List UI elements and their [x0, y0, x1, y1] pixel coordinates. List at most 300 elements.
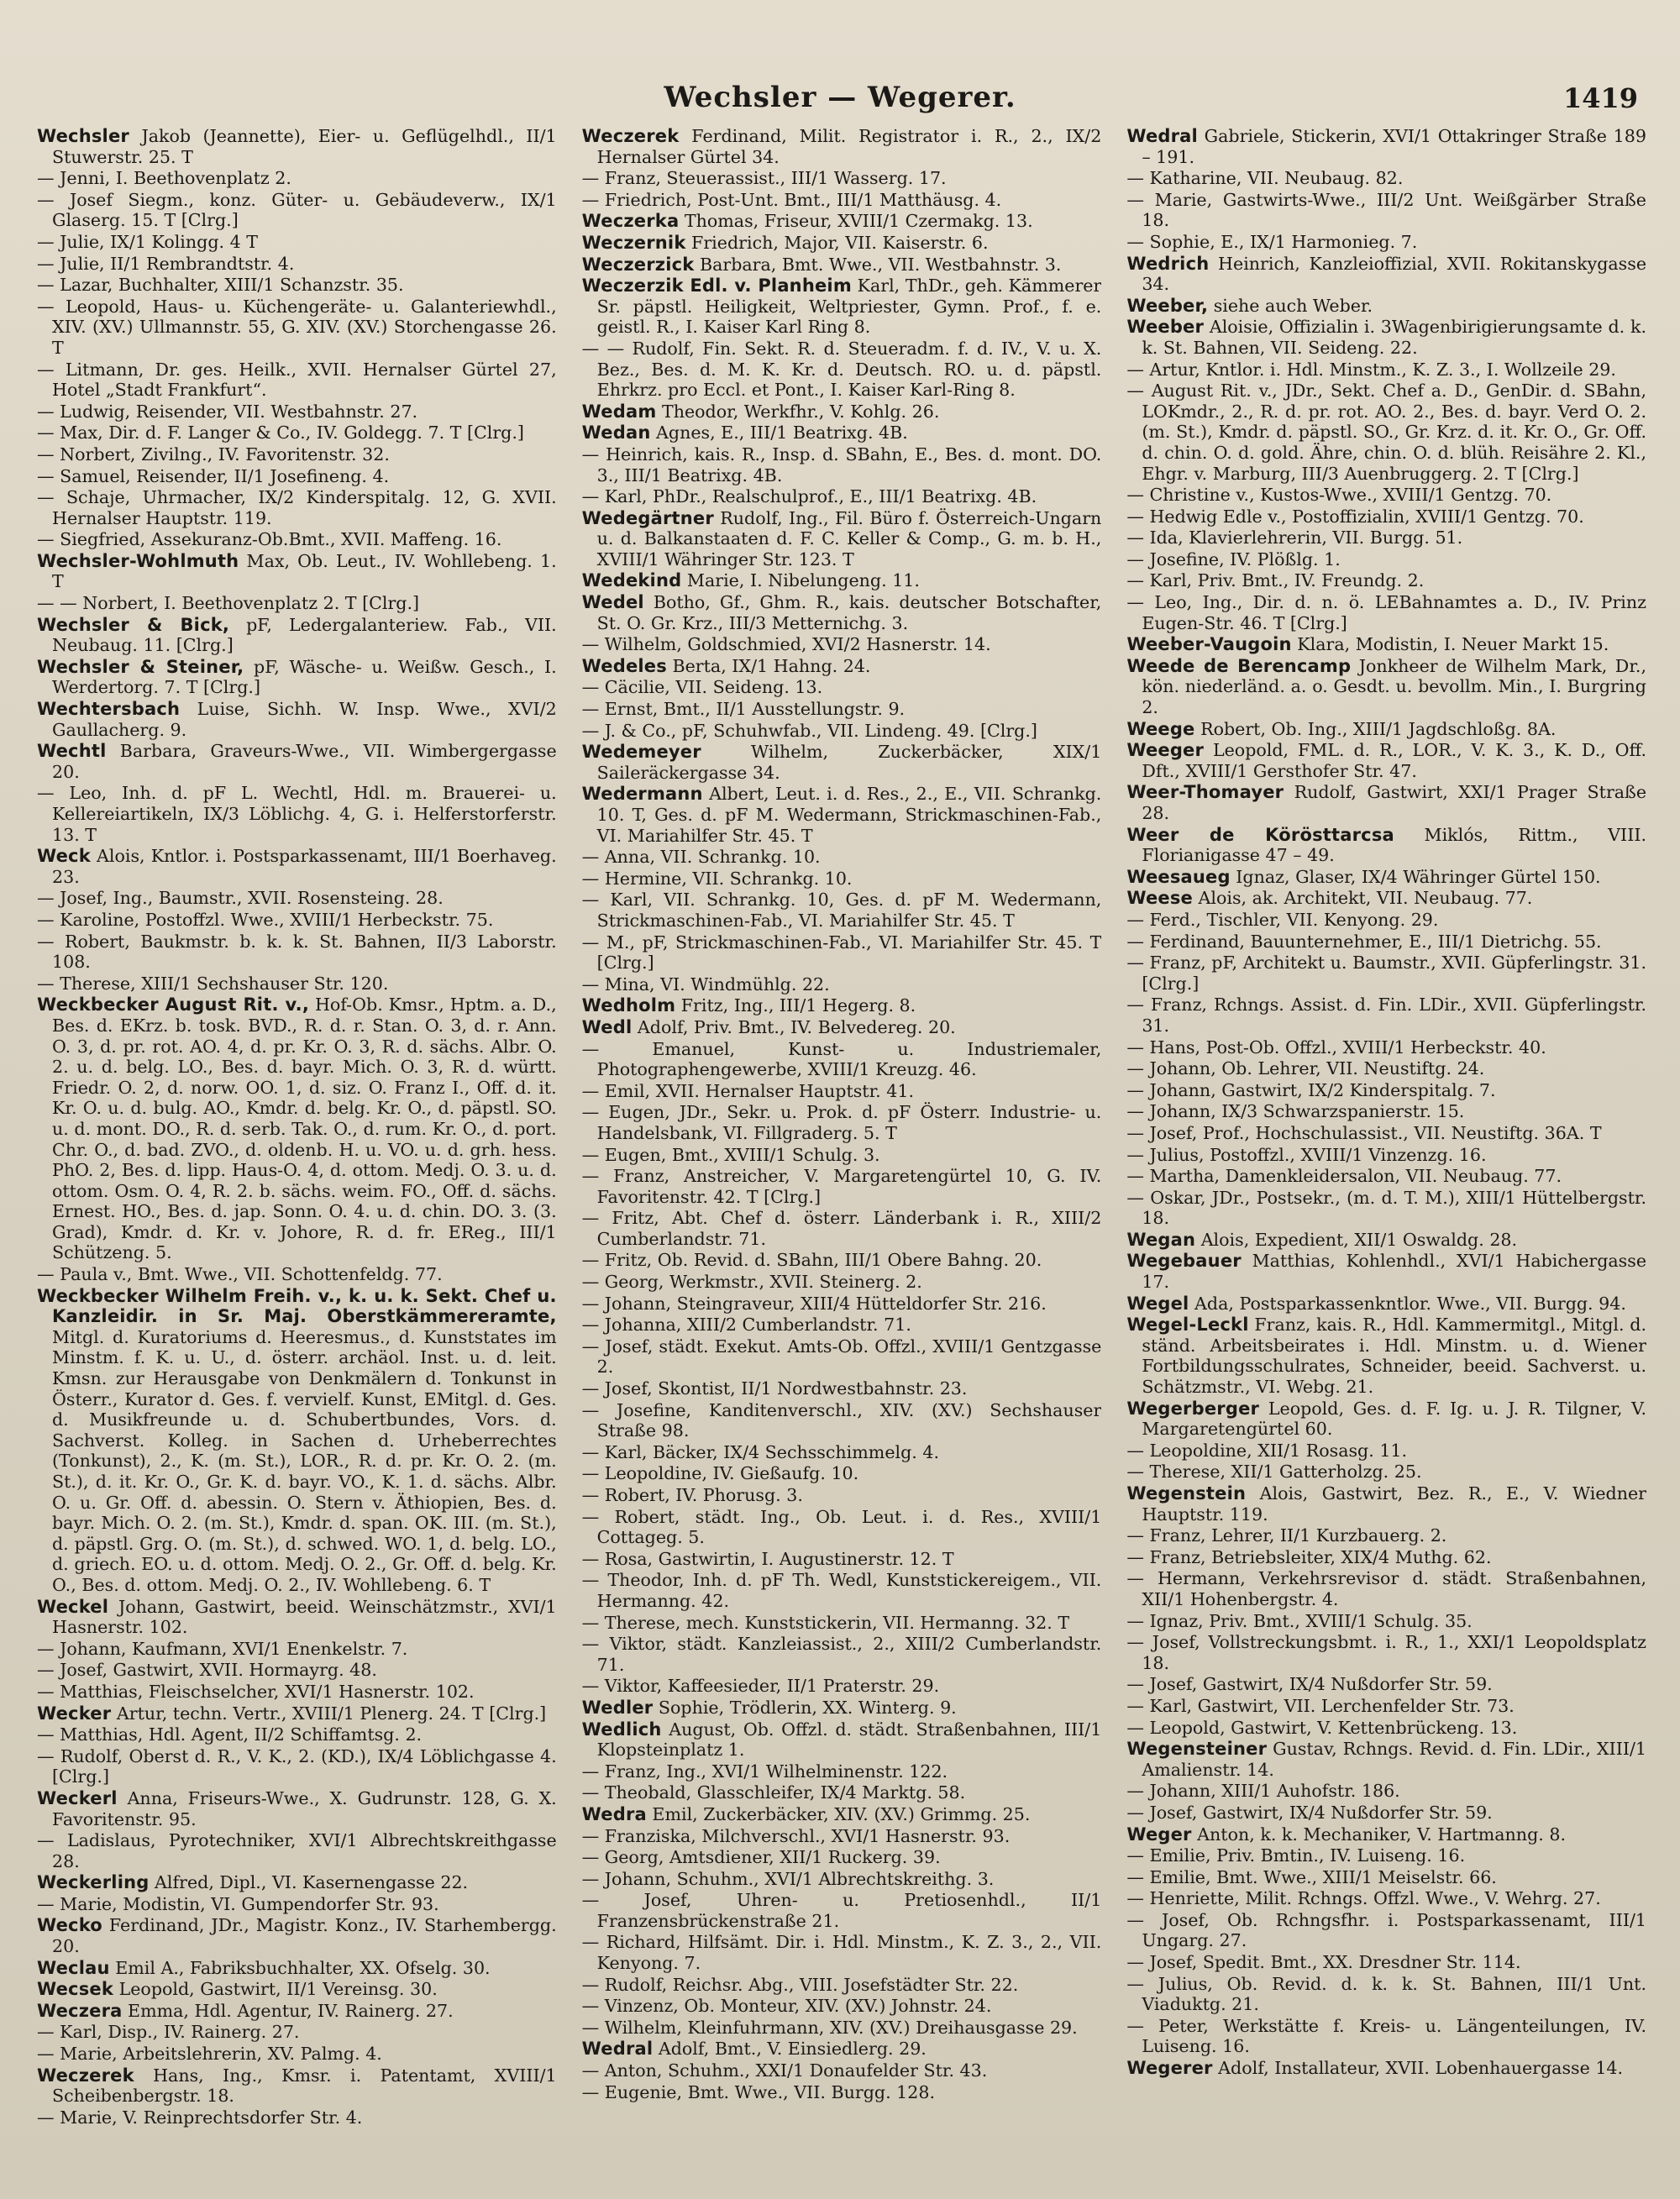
- directory-entry: [37, 232, 557, 253]
- directory-entry: [582, 1634, 1102, 1675]
- directory-entry: [37, 2065, 557, 2107]
- entry-text: — Martha, Damenkleidersalon, VII. Neubaug. 77.: [1126, 1166, 1562, 1187]
- directory-entry: [582, 1549, 1102, 1570]
- entry-surname: Weeber-Vaugoin: [1126, 634, 1292, 655]
- entry-text: — Marie, V. Reinprechtsdorfer Str. 4.: [37, 2107, 363, 2128]
- entry-text: Aloisie, Offizialin i. 3Wagenbirigierungsamte d. k. k. St. Bahnen, VII. Seideng. 22.: [1142, 317, 1646, 358]
- entry-text: Barbara, Graveurs-Wwe., VII. Wimbergergasse 20.: [52, 741, 557, 782]
- directory-columns: [37, 126, 1646, 2165]
- entry-text: — Peter, Werkstätte f. Kreis- u. Längenteilungen, IV. Luiseng. 16.: [1126, 2015, 1646, 2057]
- entry-text: — Oskar, JDr., Postsekr., (m. d. T. M.), XIII/1 Hüttelbergstr. 18.: [1126, 1187, 1646, 1229]
- directory-entry: [37, 1682, 557, 1703]
- directory-entry: [582, 677, 1102, 698]
- entry-text: Karl, ThDr., geh. Kämmerer Sr. päpstl. Heiligkeit, Weltpriester, Gymn. Prof., f. e. geistl. R., I. Kaiser Karl Ring 8.: [596, 276, 1102, 338]
- directory-entry: [1126, 1166, 1646, 1187]
- entry-text: — Wilhelm, Goldschmied, XVI/2 Hasnerstr. 14.: [581, 634, 991, 655]
- directory-entry: [582, 126, 1102, 167]
- directory-entry: [582, 339, 1102, 401]
- directory-entry: [582, 2018, 1102, 2039]
- entry-text: — Ferd., Tischler, VII. Kenyong. 29.: [1126, 909, 1439, 930]
- directory-entry: [1126, 1674, 1646, 1695]
- directory-entry: [37, 444, 557, 465]
- directory-entry: [1126, 1462, 1646, 1483]
- directory-entry: [37, 1660, 557, 1681]
- directory-entry: [1126, 1867, 1646, 1888]
- entry-text: — Sophie, E., IX/1 Harmonieg. 7.: [1126, 231, 1418, 252]
- entry-surname: Weckerl: [37, 1787, 118, 1808]
- entry-text: — Karl, Disp., IV. Rainerg. 27.: [37, 2022, 300, 2043]
- entry-text: — Artur, Kntlor. i. Hdl. Minstm., K. Z. 3., I. Wollzeile 29.: [1126, 359, 1616, 380]
- directory-entry: [582, 233, 1102, 254]
- directory-entry: [582, 1507, 1102, 1548]
- directory-entry: [1126, 1888, 1646, 1909]
- directory-entry: [37, 297, 557, 359]
- entry-text: — Robert, Baukmstr. b. k. k. St. Bahnen, II/3 Laborstr. 108.: [37, 931, 557, 973]
- directory-entry: [37, 2001, 557, 2022]
- entry-text: Barbara, Bmt. Wwe., VII. Westbahnstr. 3.: [699, 254, 1062, 275]
- entry-text: — Hans, Post-Ob. Offzl., XVIII/1 Herbeckstr. 40.: [1126, 1037, 1546, 1058]
- directory-entry: [37, 2022, 557, 2043]
- entry-text: Alois, Kntlor. i. Postsparkassenamt, III/1 Boerhaveg. 23.: [52, 846, 557, 887]
- directory-entry: [582, 1039, 1102, 1080]
- directory-entry: [37, 1979, 557, 2000]
- entry-surname: Wedeles: [581, 655, 667, 676]
- directory-entry: [1126, 1611, 1646, 1632]
- entry-text: — Johann, Gastwirt, IX/2 Kinderspitalg. 7.: [1126, 1079, 1496, 1100]
- column-left: [37, 126, 557, 2165]
- entry-text: — Hermine, VII. Schrankg. 10.: [581, 868, 853, 889]
- entry-text: — Viktor, städt. Kanzleiassist., 2., XIII/2 Cumberlandstr. 71.: [581, 1634, 1102, 1675]
- entry-text: — Marie, Arbeitslehrerin, XV. Palmg. 4.: [37, 2044, 382, 2065]
- directory-entry: [1126, 296, 1646, 317]
- entry-surname: Wedral: [581, 2039, 654, 2060]
- directory-entry: [582, 1378, 1102, 1399]
- directory-entry: [1126, 1441, 1646, 1462]
- directory-entry: [582, 1294, 1102, 1315]
- entry-text: — Karoline, Postoffzl. Wwe., XVIII/1 Herbeckstr. 75.: [37, 909, 494, 930]
- entry-text: Heinrich, Kanzleioffizial, XVII. Rokitanskygasse 34.: [1142, 253, 1646, 295]
- directory-entry: [37, 126, 557, 167]
- directory-entry: [1126, 1101, 1646, 1122]
- directory-entry: [37, 593, 557, 614]
- entry-text: — Anton, Schuhm., XXI/1 Donaufelder Str. 43.: [581, 2060, 988, 2081]
- entry-text: — Eugen, Bmt., XVIII/1 Schulg. 3.: [581, 1144, 880, 1165]
- entry-text: siehe auch Weber.: [1213, 295, 1373, 316]
- entry-text: — — Rudolf, Fin. Sekt. R. d. Steueradm. f. d. IV., V. u. X. Bez., Bes. d. M. K. Kr. d. Deutsch. RO. u. d. päpstl. Ehrkrz. pro Eccl. et Pont., I. Kaiser Karl-Ring 8.: [581, 338, 1102, 401]
- entry-surname: Wechsler & Bick,: [37, 614, 230, 635]
- entry-text: Theodor, Werkfhr., V. Kohlg. 26.: [661, 401, 940, 422]
- entry-surname: Wedl: [581, 1016, 633, 1037]
- entry-text: Gustav, Rchngs. Revid. d. Fin. LDir., XIII/1 Amalienstr. 14.: [1142, 1739, 1646, 1780]
- directory-entry: [582, 168, 1102, 189]
- directory-entry: [37, 529, 557, 550]
- directory-entry: [1126, 1974, 1646, 2015]
- directory-entry: [37, 699, 557, 740]
- directory-entry: [1126, 527, 1646, 548]
- entry-text: — Robert, städt. Ing., Ob. Leut. i. d. Res., XVIII/1 Cottageg. 5.: [581, 1506, 1102, 1548]
- directory-entry: [1126, 1188, 1646, 1229]
- directory-entry: [37, 1746, 557, 1787]
- entry-text: Johann, Gastwirt, beeid. Weinschätzmstr., XVI/1 Hasnerstr. 102.: [52, 1596, 557, 1638]
- entry-text: — Jenni, I. Beethovenplatz 2.: [37, 168, 291, 189]
- entry-text: — Mina, VI. Windmühlg. 22.: [581, 974, 830, 995]
- directory-entry: [1126, 656, 1646, 718]
- entry-text: — Rudolf, Reichsr. Abg., VIII. Josefstädter Str. 22.: [581, 1974, 1019, 1995]
- entry-text: — Samuel, Reisender, II/1 Josefineng. 4.: [37, 465, 390, 486]
- directory-entry: [582, 1208, 1102, 1249]
- directory-entry: [1126, 953, 1646, 994]
- entry-text: — Leopold, Haus- u. Küchengeräte- u. Galanteriewhdl., XIV. (XV.) Ullmannstr. 55, G. XIV. (XV.) Storchengasse 26. T: [37, 296, 557, 358]
- entry-text: — Rudolf, Oberst d. R., V. K., 2. (KD.), IX/4 Löblichgasse 4. [Clrg.]: [37, 1745, 557, 1787]
- entry-surname: Wedan: [581, 422, 651, 443]
- entry-text: Leopold, Ges. d. F. Ig. u. J. R. Tilgner, V. Margaretengürtel 60.: [1142, 1398, 1646, 1440]
- entry-text: — Lazar, Buchhalter, XIII/1 Schanzstr. 35.: [37, 275, 404, 296]
- entry-text: — Christine v., Kustos-Wwe., XVIII/1 Gentzg. 70.: [1126, 485, 1552, 506]
- entry-text: — Katharine, VII. Neubaug. 82.: [1126, 168, 1404, 189]
- entry-text: Alfred, Dipl., VI. Kasernengasse 22.: [155, 1872, 469, 1893]
- entry-text: — Emilie, Priv. Bmtin., IV. Luiseng. 16.: [1126, 1845, 1466, 1866]
- directory-entry: [37, 2044, 557, 2065]
- entry-text: — Karl, VII. Schrankg. 10, Ges. d. pF M. Wedermann, Strickmaschinen-Fab., VI. Mariahilfer Str. 45. T: [581, 890, 1102, 931]
- entry-surname: Weczerek: [37, 2065, 134, 2086]
- entry-surname: Weckel: [37, 1596, 109, 1617]
- entry-text: — Rosa, Gastwirtin, I. Augustinerstr. 12. T: [581, 1548, 954, 1569]
- column-right: [1126, 126, 1646, 2165]
- directory-entry: [1126, 867, 1646, 888]
- directory-entry: [37, 1639, 557, 1660]
- directory-entry: [1126, 1824, 1646, 1845]
- entry-text: Fritz, Ing., III/1 Hegerg. 8.: [680, 995, 916, 1016]
- directory-entry: [37, 888, 557, 909]
- entry-text: Alois, Gastwirt, Bez. R., E., V. Wiedner Hauptstr. 119.: [1142, 1483, 1646, 1525]
- directory-entry: [37, 551, 557, 592]
- directory-entry: [1126, 2058, 1646, 2079]
- entry-text: Ignaz, Glaser, IX/4 Währinger Gürtel 150.: [1236, 866, 1601, 887]
- entry-text: Leopold, Gastwirt, II/1 Vereinsg. 30.: [118, 1979, 438, 2000]
- entry-text: — Therese, XII/1 Gatterholzg. 25.: [1126, 1462, 1422, 1483]
- directory-entry: [582, 1315, 1102, 1336]
- directory-entry: [582, 995, 1102, 1016]
- entry-surname: Weczerek: [581, 126, 680, 146]
- entry-text: Luise, Sichh. W. Insp. Wwe., XVI/2 Gaullacherg. 9.: [52, 699, 557, 740]
- directory-entry: [1126, 888, 1646, 909]
- entry-surname: Wegerer: [1126, 2058, 1213, 2079]
- directory-entry: [582, 1081, 1102, 1102]
- entry-text: — Franz, Anstreicher, V. Margaretengürtel 10, G. IV. Favoritenstr. 42. T [Clrg.]: [581, 1166, 1102, 1207]
- entry-text: pF, Wäsche- u. Weißw. Gesch., I. Werdertorg. 7. T [Clrg.]: [52, 656, 557, 698]
- entry-text: Ada, Postsparkassenkntlor. Wwe., VII. Burgg. 94.: [1194, 1293, 1626, 1314]
- directory-entry: [37, 615, 557, 656]
- directory-entry: [37, 1872, 557, 1893]
- entry-text: — Robert, IV. Phorusg. 3.: [581, 1485, 803, 1505]
- entry-surname: Wedam: [581, 401, 657, 422]
- directory-entry: [1126, 1483, 1646, 1525]
- directory-entry: [582, 1613, 1102, 1634]
- entry-text: Jakob (Jeannette), Eier- u. Geflügelhdl., II/1 Stuwerstr. 25. T: [52, 126, 557, 167]
- directory-entry: [582, 1166, 1102, 1207]
- entry-surname: Wecko: [37, 1915, 102, 1936]
- entry-text: — Johann, IX/3 Schwarzspanierstr. 15.: [1126, 1101, 1465, 1122]
- entry-surname: Wegel-Leckl: [1126, 1315, 1249, 1336]
- directory-entry: [582, 276, 1102, 338]
- entry-text: — Marie, Modistin, VI. Gumpendorfer Str. 93.: [37, 1893, 439, 1914]
- entry-surname: Weger: [1126, 1824, 1192, 1845]
- entry-text: Adolf, Bmt., V. Einsiedlerg. 29.: [658, 2039, 927, 2060]
- entry-text: Hans, Ing., Kmsr. i. Patentamt, XVIII/1 Scheibenbergstr. 18.: [52, 2065, 557, 2107]
- directory-entry: [582, 721, 1102, 742]
- entry-surname: Wegan: [1126, 1229, 1196, 1250]
- entry-surname: Weckerling: [37, 1872, 150, 1893]
- entry-text: — Josef, städt. Exekut. Amts-Ob. Offzl., XVIII/1 Gentzgasse 2.: [581, 1336, 1102, 1378]
- directory-entry: [1126, 1952, 1646, 1973]
- entry-text: Emil, Zuckerbäcker, XIV. (XV.) Grimmg. 25.: [652, 1803, 1031, 1824]
- entry-text: — Norbert, Zivilng., IV. Favoritenstr. 32.: [37, 443, 390, 464]
- directory-entry: [1126, 1294, 1646, 1315]
- entry-text: — Josef, Skontist, II/1 Nordwestbahnstr. 23.: [581, 1378, 968, 1399]
- directory-entry: [37, 401, 557, 422]
- directory-entry: [1126, 1739, 1646, 1780]
- page-number: 1419: [1562, 82, 1638, 114]
- entry-text: — M., pF, Strickmaschinen-Fab., VI. Mariahilfer Str. 45. T [Clrg.]: [581, 932, 1102, 974]
- entry-surname: Weczerzick: [581, 254, 695, 275]
- entry-surname: Wedler: [581, 1697, 654, 1718]
- directory-entry: [582, 1761, 1102, 1782]
- directory-entry: [582, 2060, 1102, 2081]
- entry-text: — J. & Co., pF, Schuhwfab., VII. Lindeng. 49. [Clrg.]: [581, 720, 1037, 741]
- entry-text: — Siegfried, Assekuranz-Ob.Bmt., XVII. Maffeng. 16.: [37, 529, 502, 550]
- directory-entry: [37, 360, 557, 401]
- directory-entry: [582, 656, 1102, 677]
- entry-text: Alois, ak. Architekt, VII. Neubaug. 77.: [1198, 888, 1533, 909]
- page-header: [37, 81, 1643, 114]
- entry-text: — Emanuel, Kunst- u. Industriemaler, Photographengewerbe, XVIII/1 Kreuzg. 46.: [581, 1038, 1102, 1080]
- entry-text: — Henriette, Milit. Rchngs. Offzl. Wwe., V. Wehrg. 27.: [1126, 1888, 1601, 1909]
- entry-text: Rudolf, Ing., Fil. Büro f. Österreich-Ungarn u. d. Balkanstaaten d. F. C. Keller & Comp., G. m. b. H., XVIII/1 Währinger Str. 123. T: [596, 507, 1102, 569]
- entry-text: — Josef, Gastwirt, IX/4 Nußdorfer Str. 59.: [1126, 1802, 1493, 1823]
- directory-entry: [582, 1890, 1102, 1931]
- directory-entry: [582, 1676, 1102, 1697]
- entry-surname: Wedra: [581, 1803, 647, 1824]
- directory-entry: [1126, 506, 1646, 527]
- entry-text: Anna, Friseurs-Wwe., X. Gudrunstr. 128, G. X. Favoritenstr. 95.: [52, 1787, 557, 1829]
- entry-text: Leopold, FML. d. R., LOR., V. K. 3., K. D., Off. Dft., XVIII/1 Gersthofer Str. 47.: [1142, 740, 1646, 781]
- directory-entry: [37, 1724, 557, 1745]
- directory-entry: [37, 974, 557, 995]
- entry-surname: Wedemeyer: [581, 742, 701, 763]
- directory-entry: [1126, 592, 1646, 633]
- directory-entry: [582, 1804, 1102, 1825]
- entry-text: — Johann, Schuhm., XVI/1 Albrechtskreithg. 3.: [581, 1868, 995, 1889]
- directory-entry: [582, 211, 1102, 232]
- directory-entry: [1126, 1547, 1646, 1568]
- entry-text: — Josef, Gastwirt, IX/4 Nußdorfer Str. 59.: [1126, 1674, 1493, 1695]
- directory-entry: [582, 401, 1102, 422]
- entry-text: — August Rit. v., JDr., Sekt. Chef a. D., GenDir. d. SBahn, LOKmdr., 2., R. d. pr. rot. AO. 2., Bes. d. bayr. Verd O. 2. (m. St.), Kmdr. d. päpstl. SO., Gr. Krz. d. it. Kr. O., Gr. Off. d. chin. O. d. gold. Ähre, chin. O. d. blüh. Reisähre 2. Kl., Ehgr. v. Marburg, III/3 Auenbruggerg. 2. T [Clrg.]: [1126, 380, 1646, 484]
- directory-entry: [37, 1703, 557, 1724]
- directory-entry: [582, 1485, 1102, 1506]
- entry-surname: Wecsek: [37, 1979, 114, 2000]
- entry-text: — Richard, Hilfsämt. Dir. i. Hdl. Minstm., K. Z. 3., 2., VII. Kenyong. 7.: [581, 1932, 1102, 1974]
- entry-text: — Josef Siegm., konz. Güter- u. Gebäudeverw., IX/1 Glaserg. 15. T [Clrg.]: [37, 189, 557, 231]
- directory-entry: [582, 1400, 1102, 1441]
- directory-entry: [582, 570, 1102, 591]
- entry-text: — Matthias, Fleischselcher, XVI/1 Hasnerstr. 102.: [37, 1681, 475, 1702]
- entry-text: — Franz, Rchngs. Assist. d. Fin. LDir., XVII. Güpferlingstr. 31.: [1126, 995, 1646, 1036]
- directory-entry: [582, 1250, 1102, 1271]
- entry-surname: Weeger: [1126, 740, 1205, 761]
- entry-text: — Josef, Gastwirt, XVII. Hormayrg. 48.: [37, 1660, 377, 1681]
- entry-text: August, Ob. Offzl. d. städt. Straßenbahnen, III/1 Klopsteinplatz 1.: [596, 1719, 1102, 1761]
- directory-entry: [582, 1847, 1102, 1868]
- directory-entry: [1126, 910, 1646, 931]
- entry-text: Ferdinand, Milit. Registrator i. R., 2., IX/2 Hernalser Gürtel 34.: [596, 126, 1102, 167]
- entry-text: Jonkheer de Wilhelm Mark, Dr., kön. niederländ. a. o. Gesdt. u. bevollm. Min., I. Burgring 2.: [1142, 655, 1646, 718]
- entry-surname: Wechtl: [37, 741, 107, 762]
- entry-surname: Weckbecker August Rit. v.,: [37, 995, 310, 1016]
- directory-entry: [37, 846, 557, 887]
- entry-text: Gabriele, Stickerin, XVI/1 Ottakringer Straße 189 – 191.: [1142, 126, 1646, 167]
- entry-text: — Friedrich, Post-Unt. Bmt., III/1 Matthäusg. 4.: [581, 189, 1002, 210]
- directory-entry: [582, 255, 1102, 276]
- directory-entry: [1126, 1696, 1646, 1717]
- entry-text: — Karl, PhDr., Realschulprof., E., III/1 Beatrixg. 4B.: [581, 486, 1037, 507]
- directory-entry: [37, 995, 557, 1263]
- directory-entry: [37, 275, 557, 296]
- directory-entry: [1126, 1058, 1646, 1079]
- entry-text: Thomas, Friseur, XVIII/1 Czermakg. 13.: [684, 211, 1033, 232]
- entry-text: — Leopoldine, IV. Gießaufg. 10.: [581, 1463, 859, 1484]
- entry-text: — Ignaz, Priv. Bmt., XVIII/1 Schulg. 35.: [1126, 1610, 1473, 1631]
- directory-entry: [37, 487, 557, 528]
- directory-entry: [582, 742, 1102, 783]
- entry-text: — Julius, Postoffzl., XVIII/1 Vinzenzg. 16.: [1126, 1144, 1487, 1165]
- directory-entry: [1126, 1251, 1646, 1292]
- entry-text: — Ernst, Bmt., II/1 Ausstellungstr. 9.: [581, 699, 906, 720]
- entry-text: Sophie, Trödlerin, XX. Winterg. 9.: [658, 1697, 957, 1718]
- entry-text: — Franz, Ing., XVI/1 Wilhelminenstr. 122.: [581, 1761, 948, 1782]
- directory-entry: [37, 254, 557, 275]
- entry-text: Hof-Ob. Kmsr., Hptm. a. D., Bes. d. EKrz. b. tosk. BVD., R. d. r. Stan. O. 3, d. r. Ann. O. 3, d. pr. rot. AO. 4, d. pr. Kr. O. 3, R. d. sächs. Albr. O. 2. u. d. belg. LO., Bes. d. bayr. Mich. O. 3, R. d. württ. Friedr. O. 2, d. norw. OO. 1, d. siz. O. Franz I., Off. d. it. Kr. O. u. d. bulg. AO., Kmdr. d. belg. Kr. O., d. päpstl. SO. u. d. mont. DO., R. d. serb. Tak. O., d. rum. Kr. O., d. port. Chr. O., d. bad. ZVO., d. oldenb. H. u. VO. u. d. grh. hess. PhO. 2, Bes. d. lipp. Haus-O. 4, d. ottom. Medj. O. 3. u. d. ottom. Osm. O. 4, R. 2. b. sächs. weim. FO., Off. d. sächs. Ernest. HO., Bes. d. jap. Sonn. O. 4. u. d. chin. DO. 3. (3. Grad), Kmdr. d. Kr. v. Johore, R. d. fr. EReg., III/1 Schützeng. 5.: [52, 995, 557, 1263]
- entry-surname: Weczernik: [581, 232, 686, 253]
- entry-surname: Weer de Körösttarcsa: [1126, 824, 1394, 845]
- directory-entry: [1126, 190, 1646, 231]
- entry-text: — Heinrich, kais. R., Insp. d. SBahn, E., Bes. d. mont. DO. 3., III/1 Beatrixg. 4B.: [581, 443, 1102, 485]
- entry-text: — Julie, IX/1 Kolingg. 4 T: [37, 231, 259, 252]
- entry-text: — Josef, Ing., Baumstr., XVII. Rosensteing. 28.: [37, 888, 444, 909]
- directory-entry: [582, 1698, 1102, 1719]
- directory-entry: [582, 932, 1102, 974]
- directory-entry: [1126, 1399, 1646, 1440]
- entry-text: — Karl, Priv. Bmt., IV. Freundg. 2.: [1126, 570, 1425, 591]
- entry-text: — Therese, mech. Kunststickerin, VII. Hermanng. 32. T: [581, 1612, 1070, 1633]
- entry-surname: Wegebauer: [1126, 1251, 1242, 1272]
- directory-entry: [582, 1996, 1102, 2017]
- directory-entry: [1126, 1080, 1646, 1101]
- directory-entry: [1126, 317, 1646, 358]
- entry-text: Matthias, Kohlenhdl., XVI/1 Habichergasse 17.: [1142, 1251, 1646, 1293]
- entry-text: — Julius, Ob. Revid. d. k. k. St. Bahnen, III/1 Unt. Viaduktg. 21.: [1126, 1973, 1646, 2015]
- entry-text: — Matthias, Hdl. Agent, II/2 Schiffamtsg. 2.: [37, 1724, 423, 1745]
- entry-surname: Wedermann: [581, 784, 703, 805]
- entry-text: — Ferdinand, Bauunternehmer, E., III/1 Dietrichg. 55.: [1126, 931, 1602, 952]
- directory-entry: [1126, 1845, 1646, 1866]
- directory-entry: [37, 657, 557, 698]
- entry-text: — Eugen, JDr., Sekr. u. Prok. d. pF Österr. Industrie- u. Handelsbank, VI. Fillgraderg. 5. T: [581, 1102, 1102, 1143]
- entry-surname: Wegenstein: [1126, 1483, 1247, 1504]
- page-title: Wechsler — Wegerer.: [664, 81, 1016, 114]
- directory-entry: [582, 974, 1102, 995]
- entry-text: — Josef, Ob. Rchngsfhr. i. Postsparkassenamt, III/1 Ungarg. 27.: [1126, 1909, 1646, 1951]
- directory-entry: [37, 1788, 557, 1829]
- entry-text: — Ludwig, Reisender, VII. Westbahnstr. 27.: [37, 401, 418, 422]
- directory-entry: [1126, 825, 1646, 866]
- directory-entry: [1126, 1145, 1646, 1166]
- entry-text: — Karl, Gastwirt, VII. Lerchenfelder Str. 73.: [1126, 1695, 1515, 1716]
- directory-entry: [1126, 719, 1646, 740]
- directory-entry: [582, 2082, 1102, 2103]
- directory-entry: [1126, 1568, 1646, 1609]
- directory-entry: [1126, 549, 1646, 570]
- entry-text: Wilhelm, Zuckerbäcker, XIX/1 Saileräckergasse 34.: [596, 742, 1102, 783]
- entry-surname: Wedel: [581, 592, 644, 613]
- directory-entry: [1126, 168, 1646, 189]
- entry-text: — Wilhelm, Kleinfuhrmann, XIV. (XV.) Dreihausgasse 29.: [581, 2017, 1078, 2038]
- entry-text: — Franz, Steuerassist., III/1 Wasserg. 17.: [581, 168, 947, 189]
- directory-entry: [1126, 232, 1646, 253]
- directory-entry: [582, 699, 1102, 720]
- entry-text: — Vinzenz, Ob. Monteur, XIV. (XV.) Johnstr. 24.: [581, 1996, 992, 2017]
- entry-surname: Wedrich: [1126, 253, 1210, 274]
- directory-entry: [1126, 995, 1646, 1036]
- directory-entry: [37, 910, 557, 931]
- directory-entry: [37, 466, 557, 487]
- entry-text: Albert, Leut. i. d. Res., 2., E., VII. Schrankg. 10. T, Ges. d. pF M. Wedermann, Strickmaschinen-Fab., VI. Mariahilfer Str. 45. T: [596, 784, 1102, 846]
- directory-entry: [582, 1145, 1102, 1166]
- entry-surname: Weczera: [37, 2000, 123, 2021]
- directory-entry: [1126, 1315, 1646, 1397]
- directory-entry: [1126, 485, 1646, 506]
- directory-entry: [582, 592, 1102, 633]
- entry-text: — Fritz, Abt. Chef d. österr. Länderbank i. R., XIII/2 Cumberlandstr. 71.: [581, 1208, 1102, 1249]
- entry-surname: Weese: [1126, 888, 1193, 909]
- directory-entry: [582, 1869, 1102, 1890]
- entry-text: Emil A., Fabriksbuchhalter, XX. Ofselg. 30.: [115, 1957, 491, 1978]
- entry-text: — Emilie, Bmt. Wwe., XIII/1 Meiselstr. 66.: [1126, 1866, 1497, 1887]
- entry-surname: Wechsler-Wohlmuth: [37, 550, 239, 571]
- directory-entry: [1126, 1718, 1646, 1739]
- entry-text: — Johann, Kaufmann, XVI/1 Enenkelstr. 7.: [37, 1638, 408, 1659]
- directory-entry: [37, 1286, 557, 1596]
- directory-entry: [37, 190, 557, 231]
- directory-entry: [37, 1958, 557, 1979]
- entry-surname: Wechsler: [37, 126, 129, 146]
- entry-text: — Leopoldine, XII/1 Rosasg. 11.: [1126, 1440, 1408, 1461]
- entry-surname: Wechtersbach: [37, 699, 181, 720]
- entry-text: — Litmann, Dr. ges. Heilk., XVII. Hernalser Gürtel 27, Hotel „Stadt Frankfurt“.: [37, 359, 557, 401]
- entry-text: — Johann, Ob. Lehrer, VII. Neustiftg. 24.: [1126, 1058, 1485, 1079]
- entry-text: Alois, Expedient, XII/1 Oswaldg. 28.: [1200, 1229, 1518, 1250]
- directory-entry: [582, 1336, 1102, 1378]
- entry-text: — Anna, VII. Schrankg. 10.: [581, 847, 821, 868]
- entry-surname: Wedholm: [581, 995, 676, 1016]
- entry-text: — Ida, Klavierlehrerin, VII. Burgg. 51.: [1126, 527, 1463, 548]
- directory-entry: [37, 2107, 557, 2128]
- entry-text: — Josef, Spedit. Bmt., XX. Dresdner Str. 114.: [1126, 1952, 1521, 1973]
- entry-surname: Weczerzik Edl. v. Planheim: [581, 276, 852, 297]
- directory-entry: [1126, 634, 1646, 655]
- directory-entry: [582, 1932, 1102, 1973]
- entry-surname: Wecker: [37, 1703, 112, 1724]
